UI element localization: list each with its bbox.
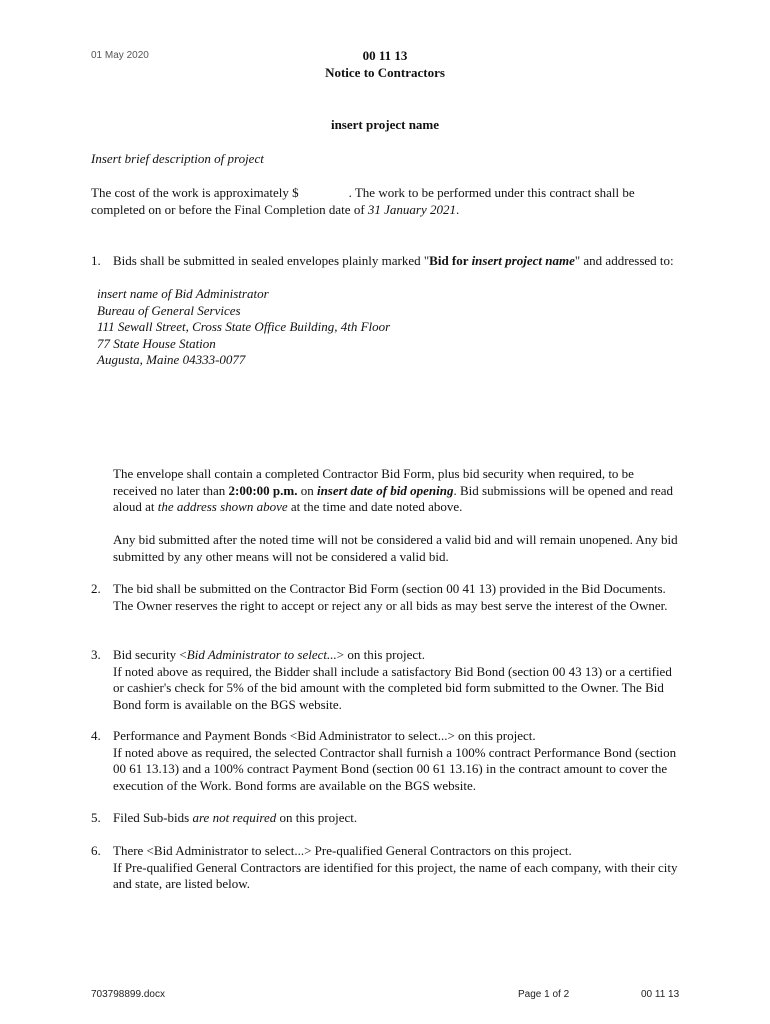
address-line: 111 Sewall Street, Cross State Office Building, 4th Floor: [97, 319, 391, 334]
address-line: 77 State House Station: [97, 335, 216, 351]
footer-section: 00 11 13: [641, 989, 680, 1000]
brief-description: Insert brief description of project: [91, 151, 264, 166]
header-date: 01 May 2020: [91, 50, 149, 61]
item-5-italic: are not required: [192, 810, 277, 825]
item-4-body: [113, 728, 681, 794]
list-item-3: [91, 647, 681, 713]
cost-text-1: The cost of the work is approximately $: [91, 185, 299, 200]
item-6-first-line: There <Bid Administrator to select...> Pre-qualified General Contractors on this project.: [113, 843, 572, 858]
item-6-text: If Pre-qualified General Contractors are identified for this project, the name of each company, with their city and state, are listed below.: [113, 859, 678, 891]
list-item-1: [91, 253, 681, 270]
item-4-text: If noted above as required, the selected Contractor shall furnish a 100% contract Performance Bond (section 00 61 13.13) and a 100% contract Payment Bond (section 00 61 13.16) in the contract amount to cover the execution of the Work. Bond forms are available on the BGS website.: [113, 744, 677, 793]
address-reference: the address shown above: [157, 499, 288, 514]
envelope-text-4: at the time and date noted above.: [287, 499, 463, 514]
cost-paragraph: [91, 184, 681, 218]
item-3-body: [113, 647, 681, 713]
footer-page-number: Page 1 of 2: [518, 989, 570, 1000]
list-item-6: [91, 843, 681, 893]
item-1-bold: Bid for: [429, 253, 472, 268]
cost-text-2: . The work to be performed under this contract shall be completed on or before the Final Completion date of: [91, 185, 635, 217]
item-number: 2.: [91, 581, 101, 596]
bid-administrator-address: [97, 286, 390, 369]
list-item-4: [91, 728, 681, 794]
bid-opening-date: insert date of bid opening: [316, 482, 454, 498]
item-2-text: The bid shall be submitted on the Contractor Bid Form (section 00 41 13) provided in the Bid Documents. The Owner reserves the right to accept or reject any or all bids as may best serve the interest of the Owner.: [113, 581, 668, 613]
item-3-text: If noted above as required, the Bidder shall include a satisfactory Bid Bond (section 00 43 13) or a certified or cashier's check for 5% of the bid amount with the completed bid form submitted to the Owner. The Bid Bond form is available on the BGS website.: [113, 663, 672, 712]
envelope-text-2: on: [297, 482, 317, 498]
item-3-text-1: Bid security <: [113, 647, 187, 662]
item-6-body: [113, 843, 681, 893]
item-number: 4.: [91, 728, 101, 743]
item-1-text: [113, 253, 681, 270]
list-item-2: [91, 581, 681, 614]
footer-filename: 703798899.docx: [91, 989, 165, 1000]
item-5-text-1: Filed Sub-bids: [113, 810, 193, 825]
section-title: Notice to Contractors: [325, 65, 445, 80]
project-name: insert project name: [330, 117, 440, 132]
list-item-5: [91, 810, 681, 827]
item-1-text-2: " and addressed to:: [574, 253, 674, 268]
envelope-text-1: The envelope shall contain a completed Contractor Bid Form, plus bid security when required, to be received no later than: [113, 466, 634, 498]
item-number: 6.: [91, 843, 101, 858]
header-title-block: [0, 47, 770, 81]
item-1-text-1: Bids shall be submitted in sealed envelopes plainly marked ": [113, 253, 430, 268]
item-3-text-2: > on this project.: [336, 647, 425, 662]
item-number: 1.: [91, 253, 101, 268]
item-number: 3.: [91, 647, 101, 662]
item-3-select: Bid Administrator to select...: [186, 647, 337, 662]
item-5-text: [113, 810, 681, 827]
late-bid-paragraph: Any bid submitted after the noted time will not be considered a valid bid and will remain unopened. Any bid submitted by any other means will not be considered a valid bid.: [113, 532, 678, 564]
item-4-first-line: Performance and Payment Bonds <Bid Administrator to select...> on this project.: [113, 728, 536, 743]
address-line: Augusta, Maine 04333-0077: [97, 352, 246, 367]
envelope-paragraph: [113, 466, 681, 516]
item-5-text-2: on this project.: [276, 810, 358, 825]
cost-text-3: .: [456, 202, 460, 217]
bid-time: 2:00:00 p.m.: [228, 482, 298, 498]
item-3-first-line: [113, 647, 681, 664]
section-number: 00 11 13: [362, 48, 408, 63]
item-1-bold-italic: insert project name: [471, 253, 575, 268]
completion-date: 31 January 2021: [367, 202, 457, 217]
item-number: 5.: [91, 810, 101, 825]
address-line: Bureau of General Services: [97, 302, 241, 318]
address-line: insert name of Bid Administrator: [97, 286, 269, 301]
envelope-text-3: . Bid submissions will be opened and read aloud at: [113, 482, 674, 514]
